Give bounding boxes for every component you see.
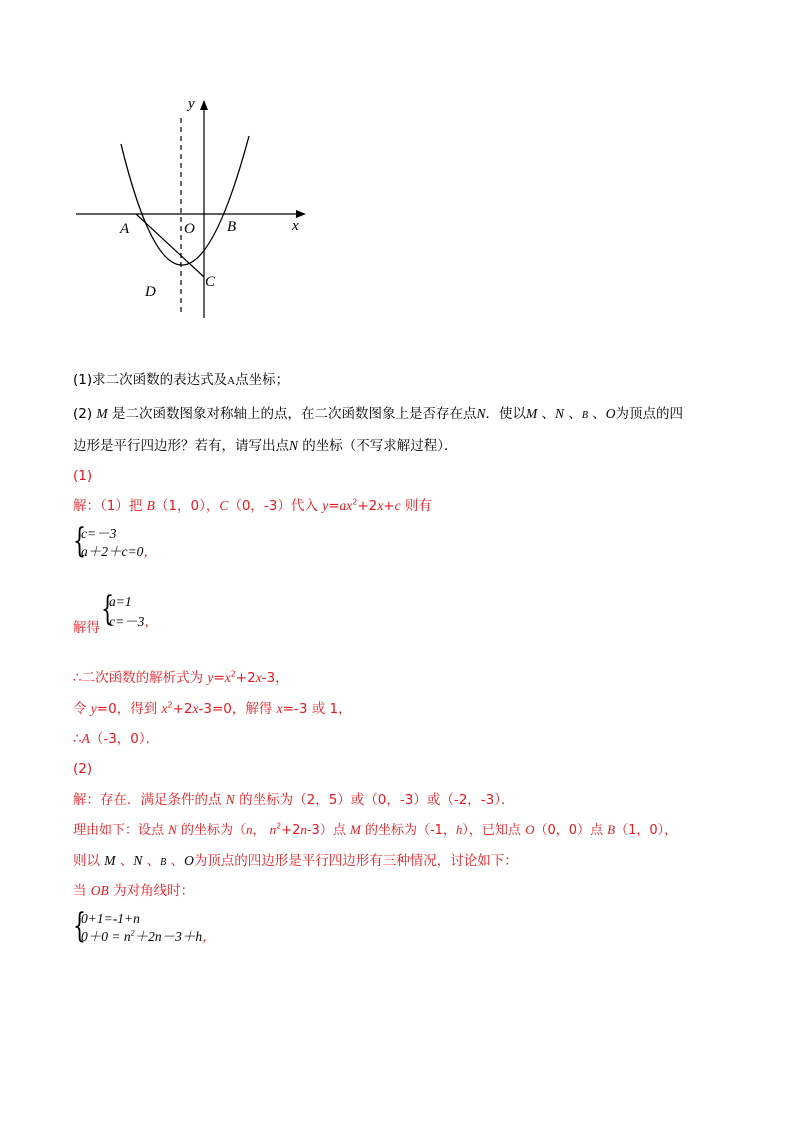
q2-l1-o: O <box>605 406 616 421</box>
a1-l2-p2: = <box>213 670 225 686</box>
q2-l1-b: B <box>581 410 588 421</box>
a2-l2-p7: ），已知点 <box>462 823 526 838</box>
label-o: O <box>184 221 195 237</box>
sys3-tail: ， <box>202 929 216 944</box>
a1-l1-b: B <box>146 498 155 513</box>
a2-l2-b: B <box>607 822 616 837</box>
sys1-row-2-text: a＋2＋c=0 <box>81 544 144 559</box>
a1-l3-p3: +2 <box>172 701 193 717</box>
a2-l2-p4: +2 <box>281 823 301 838</box>
label-c: C <box>205 274 216 290</box>
a2-l4-p2: 为对角线时： <box>108 883 195 899</box>
a1-l1-p3: （0，-3）代入 <box>228 498 323 514</box>
sys2-row-2-text: c=－3 <box>109 614 145 629</box>
a1-l1-c: C <box>219 498 229 513</box>
sys2-tail: ， <box>144 614 158 629</box>
a2-l3-o: O <box>184 853 194 868</box>
a2-l2-n2: n <box>269 822 277 837</box>
x-axis-arrow <box>296 210 306 218</box>
question-2-line-1 <box>73 404 683 426</box>
answer-1-line-1 <box>73 496 432 516</box>
q2-l1-n2: N <box>555 406 565 421</box>
a1-l2-y: y <box>207 670 214 685</box>
a1-l4-p1: ∴ <box>73 731 82 747</box>
a1-l3-p5: =-3 或 1， <box>282 701 352 717</box>
a1-l2-x2: x <box>255 670 262 685</box>
q2-l1-sep1: 、 <box>537 406 556 422</box>
label-b: B <box>227 219 237 235</box>
answer-1-line-2 <box>73 668 289 688</box>
a2-l3-sep3: 、 <box>166 853 185 869</box>
label-x: x <box>292 218 299 234</box>
a1-l1-ax: ax <box>339 498 353 513</box>
a2-l2-p3: ， <box>252 823 270 838</box>
q2-l1-p1: (2) <box>73 406 97 422</box>
y-axis-arrow <box>200 100 208 110</box>
answer-1-line-3 <box>73 699 352 719</box>
a1-l4-p2: （-3，0）． <box>89 731 160 747</box>
a2-l2-sup: 2 <box>276 821 282 831</box>
a2-l2-p5: -3）点 <box>306 823 350 838</box>
sys1-row-2 <box>81 544 157 560</box>
answer-2-label: (2) <box>73 761 93 777</box>
q2-l1-sep2: 、 <box>564 406 582 422</box>
a2-l2-p9: （1，0）， <box>615 823 678 838</box>
a1-l1-c-var: c <box>394 498 401 513</box>
a2-l1-p2: 的坐标为（2，5）或（0，-3）或（-2，-3）． <box>234 792 515 808</box>
label-y: y <box>188 96 195 112</box>
answer-2-line-1 <box>73 790 515 810</box>
q1-prefix: (1)求二次函数的表达式及 <box>73 372 228 388</box>
equation-system-3 <box>73 906 273 951</box>
q2-l1-n: N <box>476 406 486 421</box>
brace-icon: { <box>73 906 86 946</box>
a2-l3-n: N <box>133 853 143 868</box>
a1-l2-x: x <box>224 670 231 685</box>
a1-l1-sup: 2 <box>352 497 358 507</box>
answer-1-label: (1) <box>73 468 93 484</box>
a2-l2-n-var: n <box>245 822 253 837</box>
a2-l3-p1: 则以 <box>73 853 105 869</box>
sys3-row-1: 0+1=-1+n <box>81 911 140 926</box>
a2-l2-h: h <box>455 822 463 837</box>
q2-l1-m2: M <box>525 406 538 421</box>
label-d: D <box>145 284 156 300</box>
sys2-row-2 <box>109 614 158 630</box>
sys1-row-1: c=－3 <box>81 526 117 541</box>
a2-l2-p2: 的坐标为（ <box>176 823 246 838</box>
a2-l2-m: M <box>349 822 361 837</box>
a1-l1-p2: （1，0）， <box>154 498 220 514</box>
q1-suffix: 点坐标； <box>235 372 290 388</box>
a1-l3-sup: 2 <box>167 700 173 710</box>
a2-l2-p8: （0，0）点 <box>534 823 608 838</box>
a1-l3-x2: x <box>192 701 199 716</box>
a2-l4-ob: OB <box>90 883 109 898</box>
q2-l2-p1: 边形是平行四边形？若有，请写出点 <box>73 438 289 454</box>
a2-l3-p2: 为顶点的四边形是平行四边形有三种情况，讨论如下： <box>193 853 518 869</box>
question-1 <box>73 370 289 391</box>
parabola-curve <box>121 136 249 265</box>
a2-l2-n3: n <box>300 822 307 837</box>
a1-l3-x3: x <box>276 701 283 716</box>
q1-var: A <box>227 375 236 387</box>
a1-l1-p4: +2 <box>357 498 378 514</box>
a2-l4-p1: 当 <box>73 883 91 899</box>
sys1-tail: ， <box>143 544 157 559</box>
a1-l3-y: y <box>90 701 97 716</box>
q2-l2-p2: 的坐标（不写求解过程）． <box>298 438 458 454</box>
label-a: A <box>120 221 130 237</box>
sys3-row-2b: ＋2n－3＋h <box>134 929 203 944</box>
a1-l1-p6: 则有 <box>400 498 432 514</box>
q2-l1-m: M <box>96 406 108 421</box>
a1-l2-p1: ∴二次函数的解析式为 <box>73 670 208 686</box>
a1-l3-x: x <box>161 701 168 716</box>
equation-system-1 <box>73 521 193 566</box>
sys3-row-2 <box>81 929 216 945</box>
q2-l1-p4: 为顶点的四 <box>615 406 683 422</box>
a2-l2-o: O <box>525 822 535 837</box>
a1-l3-p1: 令 <box>73 701 91 717</box>
answer-2-line-4 <box>73 881 194 901</box>
a1-l1-eq: = <box>328 498 340 514</box>
a1-l3-p4: -3=0，解得 <box>198 701 277 717</box>
brace-icon: { <box>73 521 86 561</box>
equation-system-2 <box>73 589 233 636</box>
a1-l1-p5: + <box>383 498 395 514</box>
q2-l2-n: N <box>289 438 299 453</box>
a2-l1-n: N <box>225 792 235 807</box>
a2-l3-sep2: 、 <box>142 853 161 869</box>
brace-icon: { <box>101 589 114 629</box>
q2-l1-p3: ．使以 <box>485 406 526 422</box>
answer-1-line-4 <box>73 729 159 749</box>
parabola-figure <box>70 90 320 330</box>
a2-l1-p1: 解：存在．满足条件的点 <box>73 792 226 808</box>
a2-l3-sep1: 、 <box>115 853 134 869</box>
a1-l2-p3: +2 <box>235 670 256 686</box>
a1-l1-y: y <box>322 498 329 513</box>
a2-l2-n: N <box>168 822 177 837</box>
answer-2-line-3 <box>73 851 518 873</box>
q2-l1-sep3: 、 <box>587 406 606 422</box>
a1-l2-p4: -3， <box>261 670 289 686</box>
a1-l2-sup: 2 <box>230 669 236 679</box>
a2-l2-p6: 的坐标为（-1， <box>360 823 456 838</box>
sys2-row-1: a=1 <box>109 594 132 609</box>
a1-l1-x: x <box>377 498 384 513</box>
question-2-line-2 <box>73 436 458 456</box>
a1-l4-a: A <box>81 731 90 746</box>
a2-l3-b: B <box>160 857 167 868</box>
a1-l1-p1: 解：（1）把 <box>73 498 147 514</box>
q2-l1-p2: 是二次函数图象对称轴上的点，在二次函数图象上是否存在点 <box>107 406 477 422</box>
a2-l2-p1: 理由如下：设点 <box>73 823 169 838</box>
sys3-row-2a: 0＋0 = n <box>81 929 131 944</box>
answer-2-line-2 <box>73 820 677 841</box>
a1-l3-p2: =0，得到 <box>96 701 162 717</box>
a2-l3-m: M <box>104 853 116 868</box>
sys3-row-2-sup: 2 <box>130 928 135 938</box>
sys2-lead: 解得 <box>73 620 100 636</box>
